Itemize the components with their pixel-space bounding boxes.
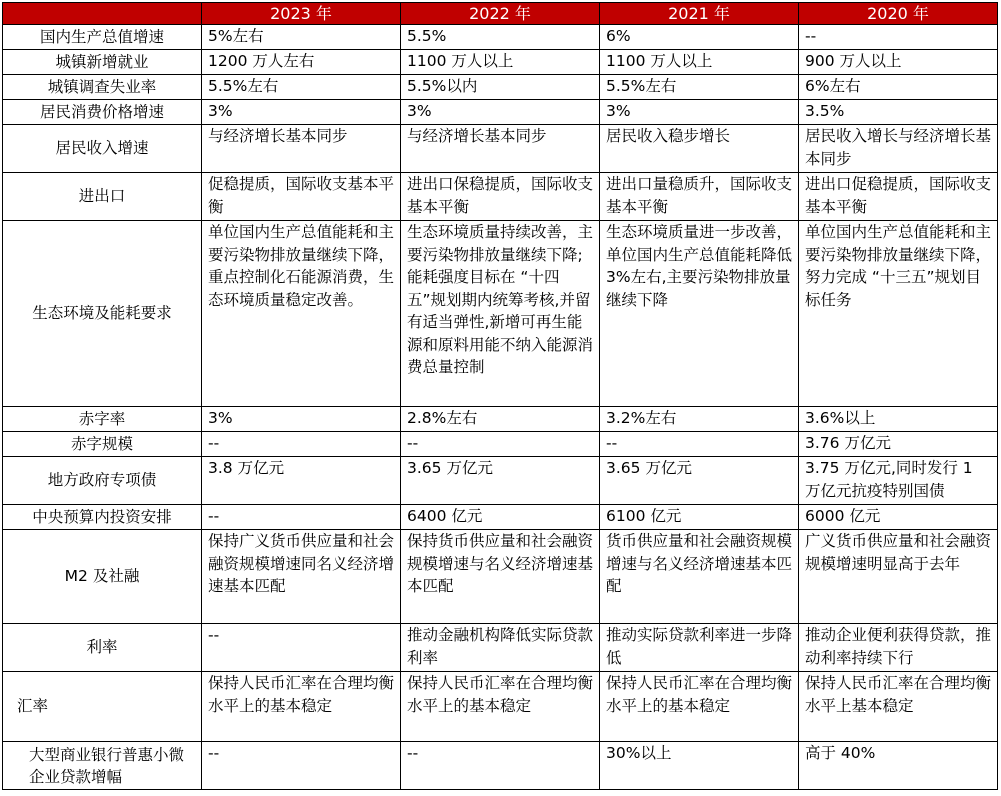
row-label: 地方政府专项债 <box>3 457 202 505</box>
header-year-2021: 2021 年 <box>600 3 799 25</box>
table-cell: 保持人民币汇率在合理均衡水平上的基本稳定 <box>401 672 600 742</box>
table-cell: 2.8%左右 <box>401 407 600 432</box>
table-cell: 促稳提质，国际收支基本平衡 <box>202 173 401 221</box>
table-row <box>3 407 998 432</box>
table-cell: 3% <box>600 100 799 125</box>
row-label: 大型商业银行普惠小微企业贷款增幅 <box>3 742 202 790</box>
header-row <box>3 3 998 25</box>
table-cell: 3.65 万亿元 <box>401 457 600 505</box>
table-cell: 单位国内生产总值能耗和主要污染物排放量继续下降，重点控制化石能源消费，生态环境质量稳定改善。 <box>202 221 401 407</box>
row-label: 居民收入增速 <box>3 125 202 173</box>
header-year-2023: 2023 年 <box>202 3 401 25</box>
table-cell: 推动金融机构降低实际贷款利率 <box>401 624 600 672</box>
table-cell: 保持广义货币供应量和社会融资规模增速同名义经济增速基本匹配 <box>202 530 401 624</box>
table-cell: 3.65 万亿元 <box>600 457 799 505</box>
table-cell: 5.5%以内 <box>401 75 600 100</box>
row-label: 城镇调查失业率 <box>3 75 202 100</box>
table-row <box>3 432 998 457</box>
row-label: 赤字规模 <box>3 432 202 457</box>
header-year-2020: 2020 年 <box>799 3 998 25</box>
table-cell: 进出口促稳提质，国际收支基本平衡 <box>799 173 998 221</box>
table-row <box>3 221 998 407</box>
row-label: 汇率 <box>3 672 202 742</box>
table-cell: 保持人民币汇率在合理均衡水平上的基本稳定 <box>600 672 799 742</box>
table-row <box>3 50 998 75</box>
table-cell: -- <box>600 432 799 457</box>
policy-targets-table <box>2 2 998 790</box>
row-label: 居民消费价格增速 <box>3 100 202 125</box>
table-cell: 货币供应量和社会融资规模增速与名义经济增速基本匹配 <box>600 530 799 624</box>
table-cell: 保持人民币汇率在合理均衡水平上的基本稳定 <box>202 672 401 742</box>
table-cell: 与经济增长基本同步 <box>401 125 600 173</box>
policy-targets-table-container <box>2 2 997 790</box>
table-cell: 单位国内生产总值能耗和主要污染物排放量继续下降，努力完成 “十三五”规划目标任务 <box>799 221 998 407</box>
table-cell: 3.76 万亿元 <box>799 432 998 457</box>
table-cell: 推动实际贷款利率进一步降低 <box>600 624 799 672</box>
table-cell: 保持人民币汇率在合理均衡水平上基本稳定 <box>799 672 998 742</box>
table-cell: 保持货币供应量和社会融资规模增速与名义经济增速基本匹配 <box>401 530 600 624</box>
table-cell: -- <box>202 505 401 530</box>
table-row <box>3 742 998 790</box>
table-cell: 3% <box>202 100 401 125</box>
table-row <box>3 100 998 125</box>
row-label: 利率 <box>3 624 202 672</box>
table-cell: 生态环境质量进一步改善，单位国内生产总值能耗降低 3%左右,主要污染物排放量继续下降 <box>600 221 799 407</box>
row-label: 中央预算内投资安排 <box>3 505 202 530</box>
table-cell: 3.2%左右 <box>600 407 799 432</box>
table-cell: 进出口量稳质升，国际收支基本平衡 <box>600 173 799 221</box>
table-cell: 进出口保稳提质，国际收支基本平衡 <box>401 173 600 221</box>
table-cell: -- <box>799 25 998 50</box>
table-cell: 3.5% <box>799 100 998 125</box>
table-cell: -- <box>202 624 401 672</box>
table-row <box>3 530 998 624</box>
table-cell: 推动企业便利获得贷款，推动利率持续下行 <box>799 624 998 672</box>
row-label: 赤字率 <box>3 407 202 432</box>
table-row <box>3 457 998 505</box>
header-year-2022: 2022 年 <box>401 3 600 25</box>
row-label: 生态环境及能耗要求 <box>3 221 202 407</box>
table-row <box>3 624 998 672</box>
table-cell: 3.6%以上 <box>799 407 998 432</box>
table-cell: 广义货币供应量和社会融资规模增速明显高于去年 <box>799 530 998 624</box>
table-cell: 1100 万人以上 <box>401 50 600 75</box>
table-cell: -- <box>401 742 600 790</box>
table-row <box>3 25 998 50</box>
table-row <box>3 505 998 530</box>
row-label: M2 及社融 <box>3 530 202 624</box>
table-body <box>3 25 998 790</box>
table-row <box>3 672 998 742</box>
row-label: 城镇新增就业 <box>3 50 202 75</box>
table-cell: -- <box>401 432 600 457</box>
table-cell: 6100 亿元 <box>600 505 799 530</box>
table-cell: 5%左右 <box>202 25 401 50</box>
table-cell: 6000 亿元 <box>799 505 998 530</box>
table-cell: -- <box>202 432 401 457</box>
table-cell: 3.75 万亿元,同时发行 1 万亿元抗疫特别国债 <box>799 457 998 505</box>
table-cell: 30%以上 <box>600 742 799 790</box>
header-corner <box>3 3 202 25</box>
table-cell: 6% <box>600 25 799 50</box>
table-cell: 5.5% <box>401 25 600 50</box>
table-cell: 生态环境质量持续改善，主要污染物排放量继续下降;能耗强度目标在 “十四五”规划期内统筹考核,并留有适当弹性,新增可再生能源和原料用能不纳入能源消费总量控制 <box>401 221 600 407</box>
table-cell: 1200 万人左右 <box>202 50 401 75</box>
table-cell: 3% <box>401 100 600 125</box>
table-row <box>3 173 998 221</box>
table-cell: 6400 亿元 <box>401 505 600 530</box>
row-label: 进出口 <box>3 173 202 221</box>
table-cell: 居民收入增长与经济增长基本同步 <box>799 125 998 173</box>
table-header <box>3 3 998 25</box>
table-cell: 3% <box>202 407 401 432</box>
table-cell: 5.5%左右 <box>600 75 799 100</box>
table-cell: 6%左右 <box>799 75 998 100</box>
table-cell: 高于 40% <box>799 742 998 790</box>
table-cell: 1100 万人以上 <box>600 50 799 75</box>
table-cell: 3.8 万亿元 <box>202 457 401 505</box>
table-cell: -- <box>202 742 401 790</box>
table-cell: 与经济增长基本同步 <box>202 125 401 173</box>
table-cell: 5.5%左右 <box>202 75 401 100</box>
table-row <box>3 125 998 173</box>
row-label: 国内生产总值增速 <box>3 25 202 50</box>
table-cell: 900 万人以上 <box>799 50 998 75</box>
table-cell: 居民收入稳步增长 <box>600 125 799 173</box>
table-row <box>3 75 998 100</box>
